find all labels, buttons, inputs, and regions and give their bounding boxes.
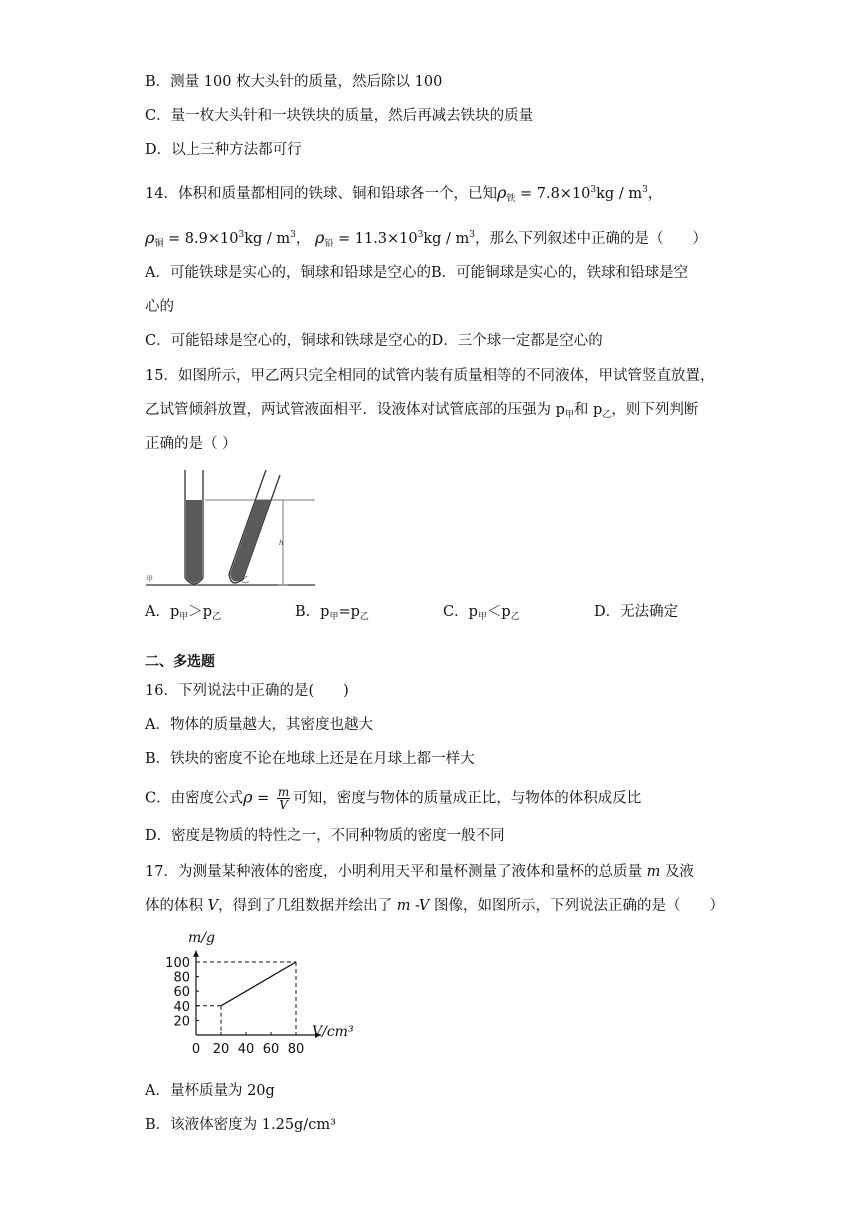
y-axis-label: m/g [188, 930, 215, 946]
q17-stem-line1: 17．为测量某种液体的密度，小明利用天平和量杯测量了液体和量杯的总质量 m 及液 [145, 864, 694, 880]
q16-option-b: B．铁块的密度不论在地球上还是在月球上都一样大 [145, 751, 475, 767]
x-tick-label: 20 [212, 1042, 230, 1057]
label-jia: 甲 [146, 575, 153, 583]
y-tick-label: 100 [165, 956, 190, 971]
q15-option-b: B．$p_甲=p_乙$ [295, 604, 369, 622]
q14-options-ab-line2: 心的 [145, 299, 174, 315]
tube-jia-liquid [186, 500, 202, 583]
q13-option-d: D．以上三种方法都可行 [145, 142, 302, 158]
q14-options-cd: C．可能铅球是空心的，铜球和铁球是空心的D．三个球一定都是空心的 [145, 333, 603, 349]
y-tick-label: 80 [173, 970, 190, 986]
label-h: h [279, 539, 284, 547]
x-tick-label: 0 [191, 1042, 201, 1057]
x-tick-label: 40 [237, 1042, 255, 1057]
q15-stem-line1: 15．如图所示，甲乙两只完全相同的试管内装有质量相等的不同液体，甲试管竖直放置， [145, 368, 715, 384]
chart-series [221, 962, 296, 1006]
y-axis-arrow [193, 951, 199, 957]
m-v-chart [150, 922, 400, 1072]
q13-option-c: C．量一枚大头针和一块铁块的质量，然后再减去铁块的质量 [145, 108, 534, 124]
chart-guides [196, 962, 296, 1035]
x-tick-label: 80 [287, 1042, 305, 1057]
q16-stem: 16．下列说法中正确的是( ) [145, 683, 349, 699]
q17-stem-line2: 体的体积 V，得到了几组数据并绘出了 m -V 图像，如图所示，下列说法正确的是（ ） [145, 898, 724, 914]
q15-option-d: D．无法确定 [594, 604, 679, 620]
q17-option-a: A．量杯质量为 20g [145, 1083, 275, 1099]
q16-option-a: A．物体的质量越大，其密度也越大 [145, 717, 373, 733]
q15-stem-line3: 正确的是（ ） [145, 436, 237, 452]
q14-options-ab-line1: A．可能铁球是实心的，铜球和铅球是空心的B．可能铜球是实心的，铁球和铅球是空 [145, 265, 689, 281]
q17-option-b: B．该液体密度为 1.25g/cm³ [145, 1117, 336, 1133]
q15-option-c: C．$p_甲<p_乙$ [443, 604, 520, 622]
series-line [221, 962, 296, 1006]
y-tick-label: 20 [173, 1014, 190, 1030]
label-yi: 乙 [241, 575, 249, 584]
q16-option-c: C．由密度公式ρ = $\frac{m}{V}$ 可知，密度与物体的质量成正比，与物体的体积成反比 [145, 785, 642, 812]
test-tube-figure [143, 468, 318, 590]
x-axis-label: V/cm³ [312, 1024, 354, 1040]
q13-option-b: B．测量 100 枚大头针的质量，然后除以 100 [145, 74, 443, 90]
density-fraction: $\frac{m}{V}$ [277, 785, 290, 812]
y-tick-label: 40 [173, 999, 190, 1015]
chart-axes [193, 951, 321, 1038]
chart-ticks [165, 956, 304, 1057]
x-tick-label: 60 [262, 1042, 280, 1057]
y-tick-label: 60 [173, 985, 190, 1001]
q15-stem-line2: 乙试管倾斜放置，两试管液面相平．设液体对试管底部的压强为 $p_甲$和 $p_乙$，则下列判断 [145, 402, 699, 420]
section-heading-multiple-choice: 二、多选题 [145, 654, 215, 670]
q14-stem-line2: $\rho_铜 = 8.9\times 10^3kg / m^3$， $\rho_铅 = 11.3\times 10^3kg / m^3$，那么下列叙述中正确的是（ ） [145, 228, 708, 249]
q16-option-d: D．密度是物质的特性之一，不同种物质的密度一般不同 [145, 828, 505, 844]
q15-option-a: A．$p_甲>p_乙$ [145, 604, 222, 622]
q14-stem-line1: 14．体积和质量都相同的铁球、铜和铅球各一个，已知$\rho_铁 = 7.8\times 10^3kg / m^3$， [145, 183, 663, 204]
